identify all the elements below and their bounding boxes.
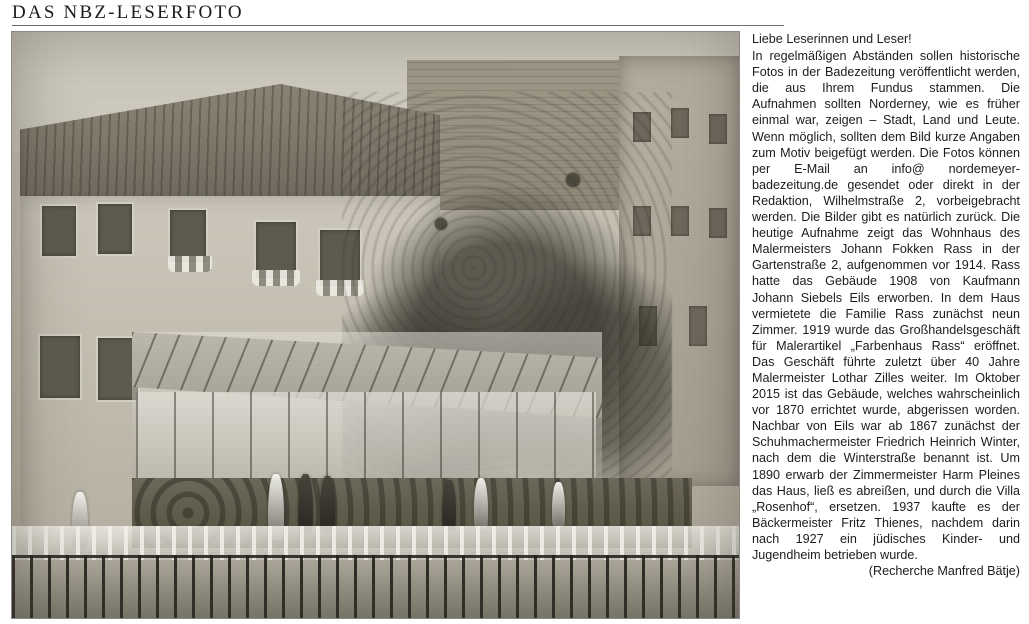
article-salutation: Liebe Leserinnen und Leser! <box>752 32 912 46</box>
photo-person <box>474 478 488 530</box>
header-divider <box>12 25 784 26</box>
photo-window <box>40 336 80 398</box>
photo-awning <box>168 256 212 272</box>
photo-window <box>709 208 727 238</box>
photo-awning <box>252 270 300 286</box>
photo-window <box>671 206 689 236</box>
article-text-column <box>752 31 1020 621</box>
photo-person <box>552 482 565 528</box>
photo-iron-railing <box>12 555 739 618</box>
photo-window <box>170 210 206 262</box>
photo-window <box>98 204 132 254</box>
photo-person <box>442 480 456 530</box>
photo-window <box>42 206 76 256</box>
photo-window <box>671 108 689 138</box>
photo-canvas <box>12 32 739 618</box>
article-credit: (Recherche Manfred Bätje) <box>868 564 1020 579</box>
photo-person <box>320 476 335 532</box>
photo-person <box>298 474 313 532</box>
article-body: In regelmäßigen Abständen sollen historische Fotos in der Badezeitung veröffentlicht werden, die aus Ihrem Fundus stammen. Die Aufnahmen sollten Norderney, wie es früher einmal war, zeigen – Stadt, Land und Leute. Wenn möglich, sollten dem Bild kurze Angaben zum Motiv beigefügt werden. Die Fotos können per E-Mail an info@ nordemeyer-badezeitung.de gesendet oder direkt in der Redaktion, Wilhelmstraße 2, vorbeigebracht werden. Die Bilder gibt es natürlich zurück. Die heutige Aufnahme zeigt das Wohnhaus des Malermeisters Johann Fokken Rass in der Gartenstraße 2, aufgenommen vor 1914. Rass hatte das Gebäude 1908 von Kaufmann Johann Siebels Eils erworben. In dem Haus vermietete die Familie Rass zunächst neun Zimmer. 1919 wurde das Großhandelsgeschäft für Malerartikel „Farbenhaus Rass“ eröffnet. Das Geschäft führte zuletzt über 40 Jahre Malermeister Lothar Zilles weiter. Im Oktober 2015 ist das Gebäude, welches wahrscheinlich vor 1870 errichtet wurde, abgerissen worden. Nachbar von Eils war ab 1867 zunächst der Schuhmachermeister Friedrich Heinrich Winter, nach dem die Winterstraße benannt ist. Um 1890 erwarb der Zimmermeister Harm Pleines das Haus, ließ es abreißen, und durch die Villa „Rosenhof“, ersetzen. 1937 kaufte es der Bäckermeister Fritz Thienes, nachdem darin nach 1927 ein jüdisches Kinder- und Jugendheim betrieben wurde. <box>752 49 1020 562</box>
photo-window <box>689 306 707 346</box>
leserfoto-image <box>11 31 740 619</box>
page-title: DAS NBZ-LESERFOTO <box>12 2 244 23</box>
section-header <box>12 2 732 26</box>
photo-window <box>709 114 727 144</box>
